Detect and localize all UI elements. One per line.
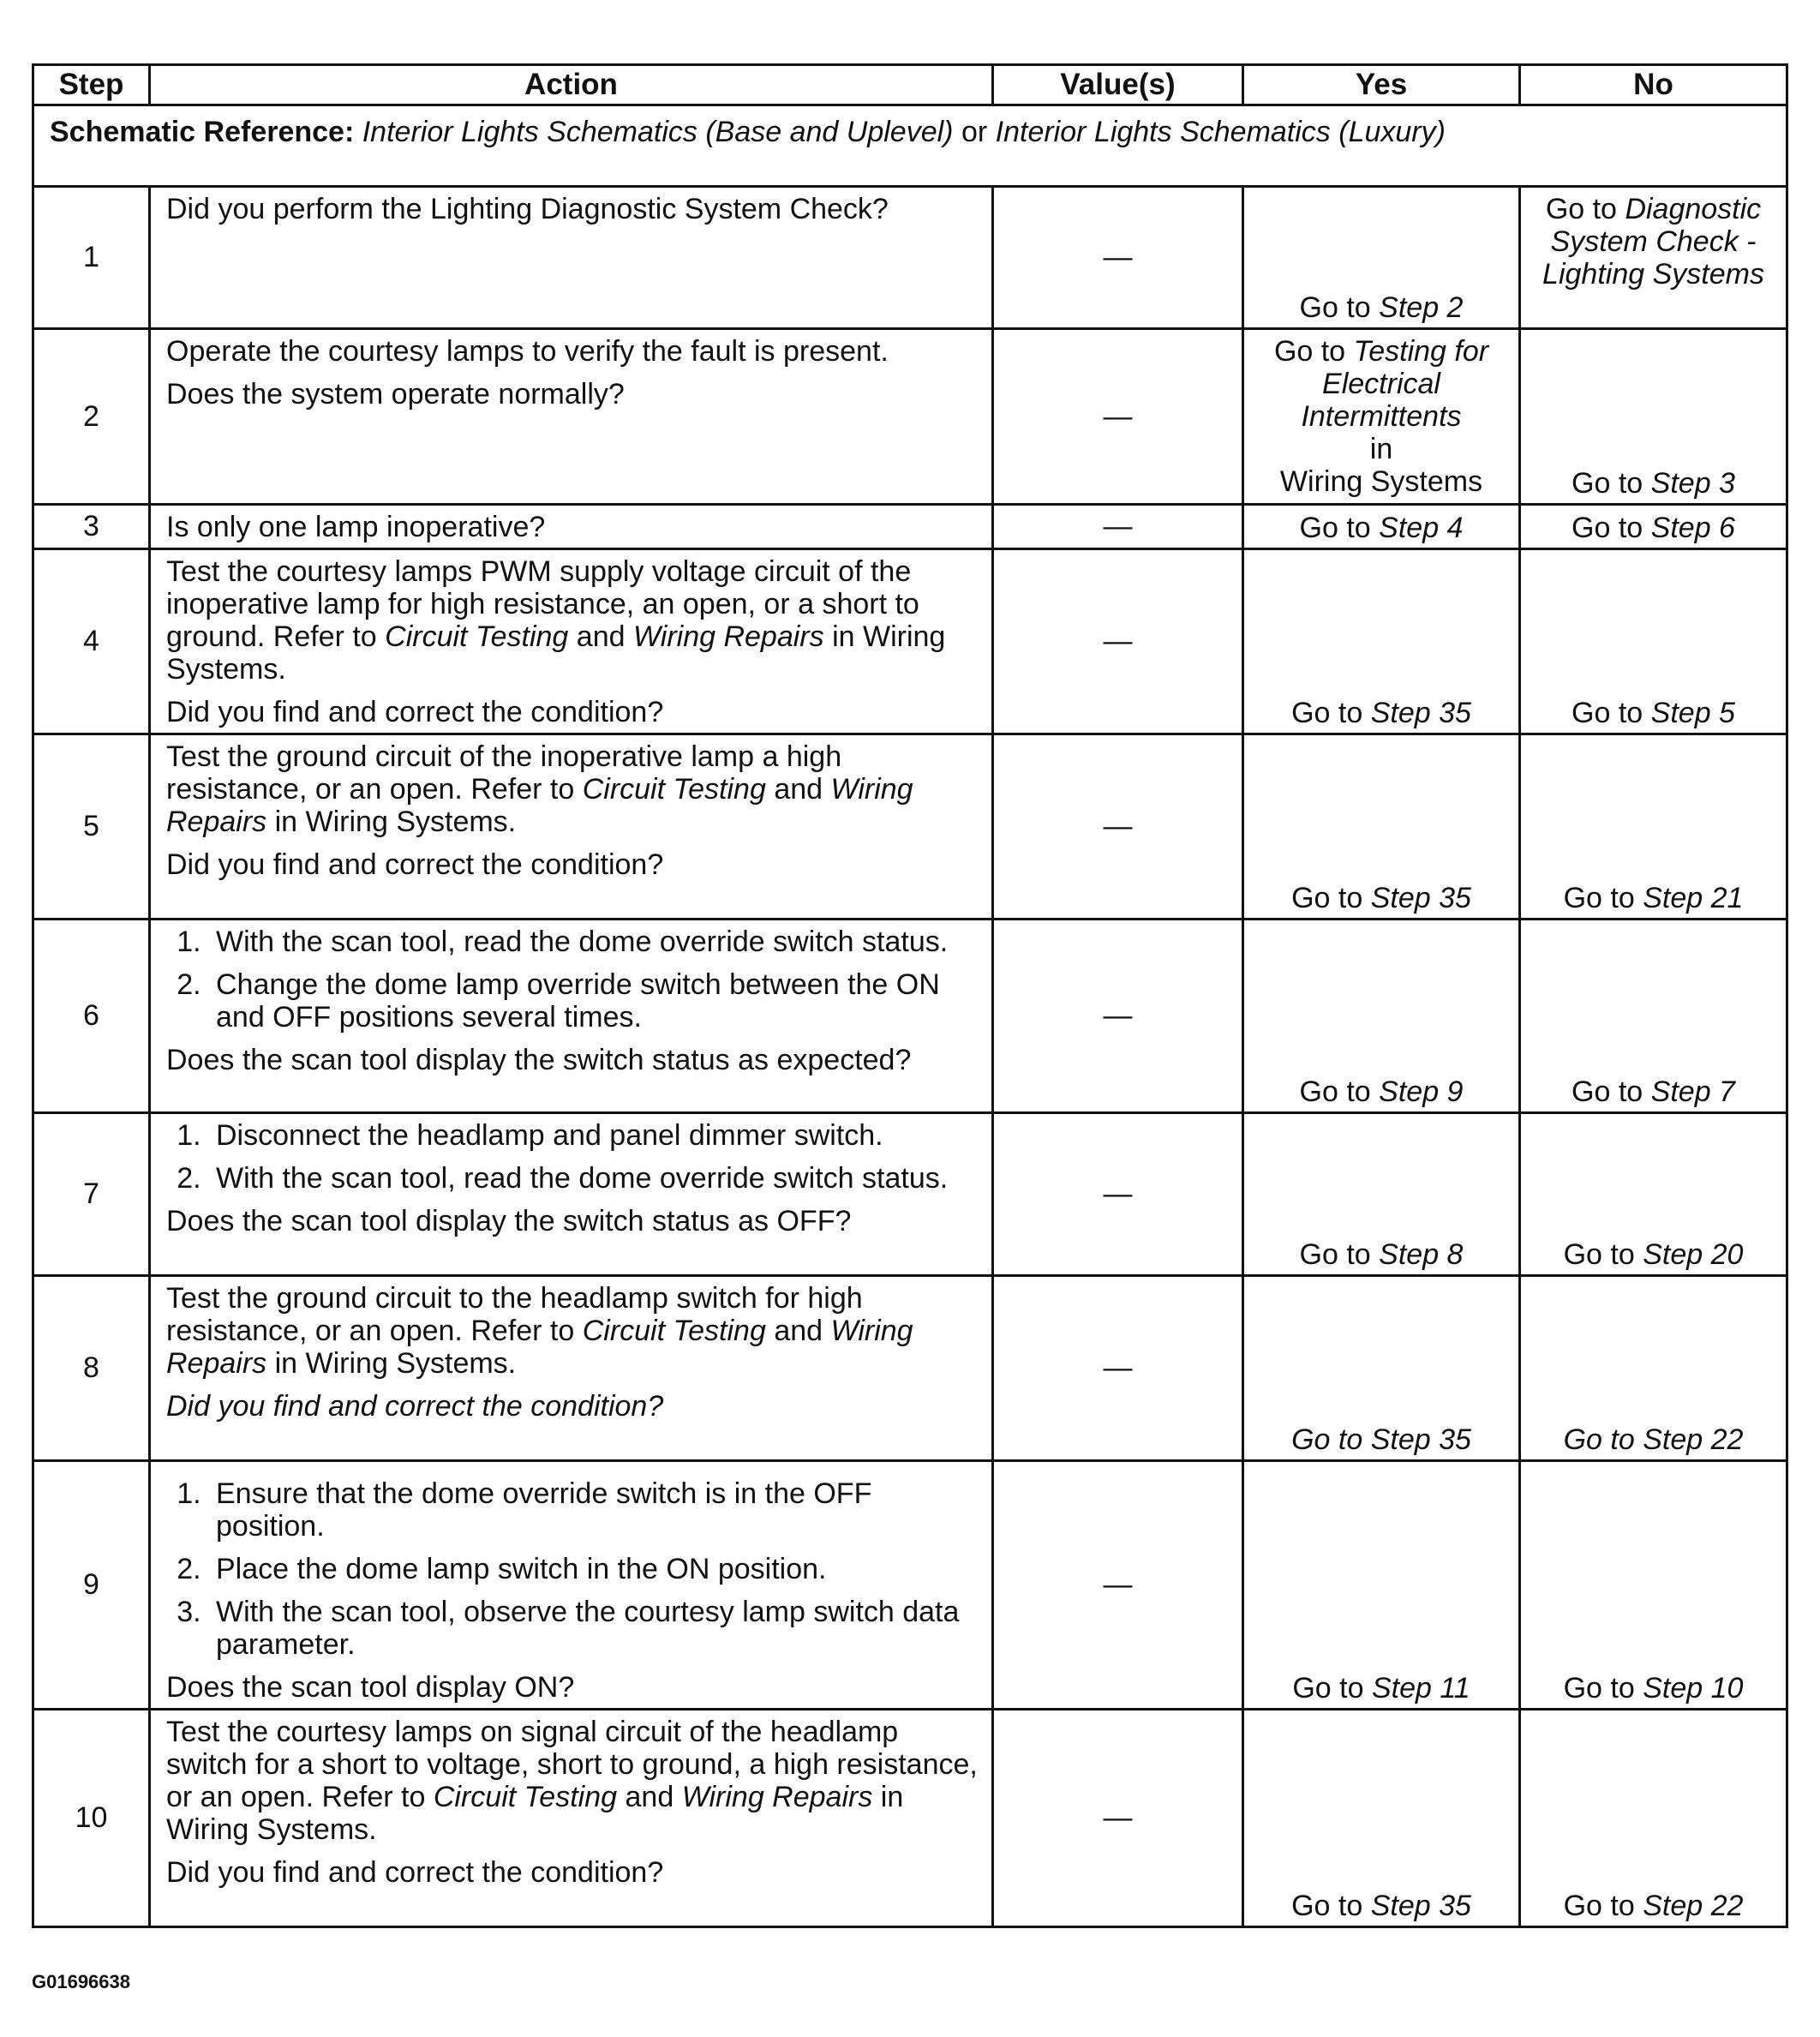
go-to-text: Go to: [1299, 1075, 1371, 1108]
header-row: [33, 65, 1787, 105]
action-cell: [150, 549, 993, 734]
no-target-line3: Lighting Systems: [1542, 258, 1764, 291]
table-row: [33, 734, 1787, 920]
action-text-main: Test the ground circuit of the inoperative lamp a high resistance, or an open. Refer to: [166, 740, 842, 806]
no-cell: [1520, 549, 1787, 734]
go-to-text: Go to: [1299, 512, 1371, 544]
diagnostic-table: [32, 63, 1788, 1928]
action-text: [166, 1282, 983, 1380]
yes-cell: [1243, 1276, 1520, 1461]
schematic-row: [33, 105, 1787, 187]
no-target: Step 22: [1643, 1890, 1744, 1922]
action-text-main: Test the ground circuit to the headlamp switch for high resistance, or an open. Refer to: [166, 1282, 863, 1347]
value-cell: —: [993, 505, 1243, 549]
ref-wiring-repairs: Wiring Repairs: [681, 1781, 873, 1813]
value-cell: —: [993, 1276, 1243, 1461]
yes-target-line5: Wiring Systems: [1279, 465, 1483, 498]
go-to-text: Go to: [1291, 882, 1363, 914]
table-row: [33, 329, 1787, 505]
go-to-text: Go to: [1273, 335, 1346, 368]
no-cell: [1520, 187, 1787, 329]
header-yes: Yes: [1243, 65, 1520, 105]
yes-target: Step 8: [1379, 1238, 1464, 1271]
step-number: 1: [33, 187, 150, 329]
action-steps-list: [166, 1477, 983, 1661]
no-target: Step 3: [1650, 467, 1735, 500]
action-cell: [150, 734, 993, 920]
schematic-ref-base: Interior Lights Schematics (Base and Uplevel): [362, 116, 954, 148]
action-tail: in Wiring Systems.: [274, 1347, 517, 1380]
go-to-text: Go to: [1572, 697, 1643, 729]
action-question: Did you find and correct the condition?: [166, 696, 664, 728]
action-cell: [150, 1461, 993, 1710]
action-text: Is only one lamp inoperative?: [166, 511, 546, 543]
yes-target: Step 35: [1370, 697, 1471, 729]
ref-circuit-testing: Circuit Testing: [385, 620, 569, 653]
ref-wiring-repairs: Wiring Repairs: [632, 620, 824, 653]
action-text-main: Test the courtesy lamps on signal circuit of the headlamp switch for a short to voltage, short to ground, a high resistance, or an open. Refer to: [166, 1716, 978, 1813]
yes-cell: [1243, 920, 1520, 1113]
action-text: [166, 1716, 983, 1846]
list-item: 2. Place the dome lamp switch in the ON position.: [209, 1553, 983, 1585]
ref-circuit-testing: Circuit Testing: [582, 773, 766, 806]
value-cell: —: [993, 1710, 1243, 1927]
no-target: Step 21: [1643, 882, 1744, 914]
go-to-text: Go to: [1563, 1890, 1635, 1922]
step-number: 5: [33, 734, 150, 920]
step-number: 4: [33, 549, 150, 734]
yes-target-line1: Testing for: [1353, 335, 1489, 368]
ref-circuit-testing: Circuit Testing: [433, 1781, 618, 1813]
action-question: Does the scan tool display ON?: [166, 1671, 575, 1704]
step-number: 3: [33, 505, 150, 549]
action-question: Did you find and correct the condition?: [166, 1856, 664, 1889]
list-item: 1. Disconnect the headlamp and panel dimmer switch.: [209, 1119, 983, 1152]
no-target: Step 6: [1650, 512, 1735, 544]
go-to-text: Go to: [1563, 1238, 1635, 1271]
no-cell: [1520, 920, 1787, 1113]
go-to-text: Go to: [1291, 1423, 1363, 1456]
yes-target: Step 9: [1379, 1075, 1464, 1108]
yes-target: Step 35: [1370, 1890, 1471, 1922]
value-cell: —: [993, 734, 1243, 920]
action-cell: [150, 329, 993, 505]
list-item: 3. With the scan tool, observe the courtesy lamp switch data parameter.: [209, 1596, 983, 1661]
ref-wiring-repairs: Wiring Repairs: [166, 1315, 913, 1380]
step-number: 10: [33, 1710, 150, 1927]
table-row: [33, 1461, 1787, 1710]
action-text: Did you perform the Lighting Diagnostic System Check?: [166, 193, 889, 225]
yes-cell: [1243, 1710, 1520, 1927]
no-cell: [1520, 1710, 1787, 1927]
table-row: [33, 549, 1787, 734]
action-and: and: [625, 1781, 674, 1813]
step-number: 2: [33, 329, 150, 505]
action-text-main: Test the courtesy lamps PWM supply voltage circuit of the inoperative lamp for high resistance, an open, or a short to ground. Refer to: [166, 555, 919, 653]
action-text: [166, 740, 983, 838]
go-to-text: Go to: [1572, 512, 1643, 544]
go-to-text: Go to: [1563, 882, 1635, 914]
go-to-text: Go to: [1299, 291, 1371, 324]
header-values: Value(s): [993, 65, 1243, 105]
action-cell: [150, 1276, 993, 1461]
action-tail: in Wiring Systems.: [166, 620, 946, 686]
value-cell: —: [993, 549, 1243, 734]
table-row: [33, 1710, 1787, 1927]
schematic-label: Schematic Reference:: [50, 116, 355, 148]
value-cell: —: [993, 329, 1243, 505]
no-target-line2: System Check -: [1550, 225, 1757, 258]
action-tail: in Wiring Systems.: [274, 806, 517, 838]
yes-target-line3: Intermittents: [1301, 400, 1462, 433]
yes-cell: [1243, 505, 1520, 549]
go-to-text: Go to: [1563, 1672, 1635, 1704]
list-item: 1. With the scan tool, read the dome override switch status.: [209, 926, 983, 958]
action-and: and: [774, 773, 823, 806]
value-cell: —: [993, 920, 1243, 1113]
go-to-text: Go to: [1572, 467, 1643, 500]
action-cell: [150, 187, 993, 329]
go-to-text: Go to: [1545, 193, 1617, 225]
no-cell: [1520, 505, 1787, 549]
go-to-text: Go to: [1299, 1238, 1371, 1271]
no-target: Step 20: [1643, 1238, 1744, 1271]
step-number: 6: [33, 920, 150, 1113]
figure-id: G01696638: [32, 1971, 130, 1992]
ref-wiring-repairs: Wiring Repairs: [166, 773, 913, 838]
yes-target: Step 4: [1379, 512, 1464, 544]
value-cell: —: [993, 1461, 1243, 1710]
schematic-ref-luxury: Interior Lights Schematics (Luxury): [995, 116, 1446, 148]
header-step: Step: [33, 65, 150, 105]
action-cell: [150, 505, 993, 549]
list-item: 1. Ensure that the dome override switch is in the OFF position.: [209, 1477, 983, 1543]
value-cell: —: [993, 187, 1243, 329]
action-steps-list: [166, 926, 983, 1033]
yes-target-line4: in: [1369, 433, 1393, 465]
action-cell: [150, 920, 993, 1113]
go-to-text: Go to: [1291, 1890, 1363, 1922]
yes-target: Step 35: [1370, 1423, 1471, 1456]
action-cell: [150, 1710, 993, 1927]
action-steps-list: [166, 1119, 983, 1195]
no-cell: [1520, 1113, 1787, 1276]
no-cell: [1520, 734, 1787, 920]
yes-cell: [1243, 1461, 1520, 1710]
ref-circuit-testing: Circuit Testing: [582, 1315, 766, 1347]
go-to-text: Go to: [1572, 1075, 1643, 1108]
no-target-line1: Diagnostic: [1625, 193, 1762, 225]
no-cell: [1520, 329, 1787, 505]
yes-cell: [1243, 329, 1520, 505]
no-target: Step 22: [1643, 1423, 1744, 1456]
action-text: [166, 555, 983, 686]
no-target: Step 7: [1650, 1075, 1735, 1108]
go-to-text: Go to: [1292, 1672, 1364, 1704]
action-question: Does the scan tool display the switch status as OFF?: [166, 1205, 852, 1237]
yes-target: Step 2: [1379, 291, 1464, 324]
table-row: [33, 920, 1787, 1113]
go-to-text: Go to: [1563, 1423, 1635, 1456]
step-number: 9: [33, 1461, 150, 1710]
step-number: 7: [33, 1113, 150, 1276]
no-target: Step 10: [1643, 1672, 1744, 1704]
schematic-or: or: [961, 116, 988, 148]
yes-target: Step 11: [1371, 1672, 1470, 1704]
list-item: 2. With the scan tool, read the dome override switch status.: [209, 1162, 983, 1195]
table-row: [33, 187, 1787, 329]
table-row: [33, 505, 1787, 549]
no-target: Step 5: [1650, 697, 1735, 729]
value-cell: —: [993, 1113, 1243, 1276]
yes-cell: [1243, 734, 1520, 920]
action-cell: [150, 1113, 993, 1276]
no-cell: [1520, 1276, 1787, 1461]
action-and: and: [576, 620, 626, 653]
yes-target: Step 35: [1370, 882, 1471, 914]
yes-cell: [1243, 187, 1520, 329]
action-text: Operate the courtesy lamps to verify the fault is present.: [166, 335, 889, 368]
action-question: Does the system operate normally?: [166, 378, 625, 410]
action-and: and: [774, 1315, 823, 1347]
header-no: No: [1520, 65, 1787, 105]
schematic-reference: [33, 105, 1787, 187]
table-row: [33, 1113, 1787, 1276]
header-action: Action: [150, 65, 993, 105]
list-item: 2. Change the dome lamp override switch between the ON and OFF positions several times.: [209, 968, 983, 1033]
go-to-text: Go to: [1291, 697, 1363, 729]
table-row: [33, 1276, 1787, 1461]
action-question: Does the scan tool display the switch status as expected?: [166, 1044, 912, 1076]
yes-target-line2: Electrical: [1322, 368, 1440, 400]
step-number: 8: [33, 1276, 150, 1461]
no-cell: [1520, 1461, 1787, 1710]
action-question: [166, 1390, 983, 1423]
yes-cell: [1243, 549, 1520, 734]
action-tail: in Wiring Systems.: [166, 1781, 904, 1846]
action-question-text: Did you find and correct the condition?: [166, 1390, 664, 1423]
action-question: Did you find and correct the condition?: [166, 848, 664, 881]
yes-cell: [1243, 1113, 1520, 1276]
